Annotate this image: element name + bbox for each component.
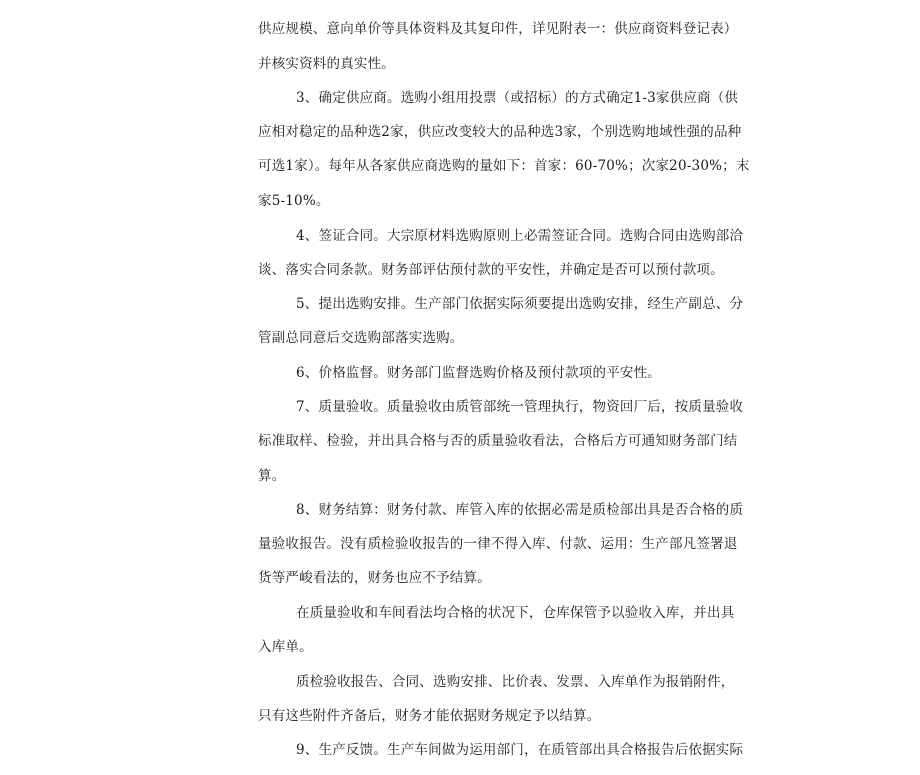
text-line: 货等严峻看法的，财务也应不予结算。 (258, 570, 491, 586)
text-line: 只有这些附件齐备后，财务才能依据财务规定予以结算。 (258, 708, 601, 724)
text-line: 应相对稳定的品种选2家，供应改变较大的品种选3家，个别选购地域性强的品种 (258, 124, 742, 140)
text-line: 标准取样、检验，并出具合格与否的质量验收看法，合格后方可通知财务部门结 (258, 433, 738, 449)
text-line: 可选1家）。每年从各家供应商选购的量如下：首家：60-70%；次家20-30%；末 (258, 158, 750, 174)
paragraph-start: 4、签证合同。大宗原材料选购原则上必需签证合同。选购合同由选购部洽 (296, 228, 744, 244)
text-line: 量验收报告。没有质检验收报告的一律不得入库、付款、运用：生产部凡签署退 (258, 536, 738, 552)
paragraph-start: 在质量验收和车间看法均合格的状况下，仓库保管予以验收入库，并出具 (296, 605, 735, 621)
text-line: 管副总同意后交选购部落实选购。 (258, 330, 464, 346)
text-line: 算。 (258, 468, 286, 484)
paragraph-start: 3、确定供应商。选购小组用投票（或招标）的方式确定1-3家供应商（供 (296, 90, 739, 106)
paragraph-start: 5、提出选购安排。生产部门依据实际须要提出选购安排，经生产副总、分 (296, 296, 744, 312)
paragraph-start: 9、生产反馈。生产车间做为运用部门，在质管部出具合格报告后依据实际 (296, 742, 744, 758)
text-line: 谈、落实合同条款。财务部评估预付款的平安性，并确定是否可以预付款项。 (258, 262, 724, 278)
paragraph-start: 8、财务结算：财务付款、库管入库的依据必需是质检部出具是否合格的质 (296, 502, 744, 518)
text-line: 入库单。 (258, 639, 313, 655)
paragraph-start: 6、价格监督。财务部门监督选购价格及预付款项的平安性。 (296, 365, 661, 381)
text-line: 并核实资料的真实性。 (258, 56, 395, 72)
paragraph-start: 质检验收报告、合同、选购安排、比价表、发票、入库单作为报销附件， (296, 674, 735, 690)
text-line: 家5-10%。 (258, 193, 330, 209)
text-line: 供应规模、意向单价等具体资料及其复印件，详见附表一：供应商资料登记表） (258, 21, 738, 37)
paragraph-start: 7、质量验收。质量验收由质管部统一管理执行，物资回厂后，按质量验收 (296, 399, 744, 415)
